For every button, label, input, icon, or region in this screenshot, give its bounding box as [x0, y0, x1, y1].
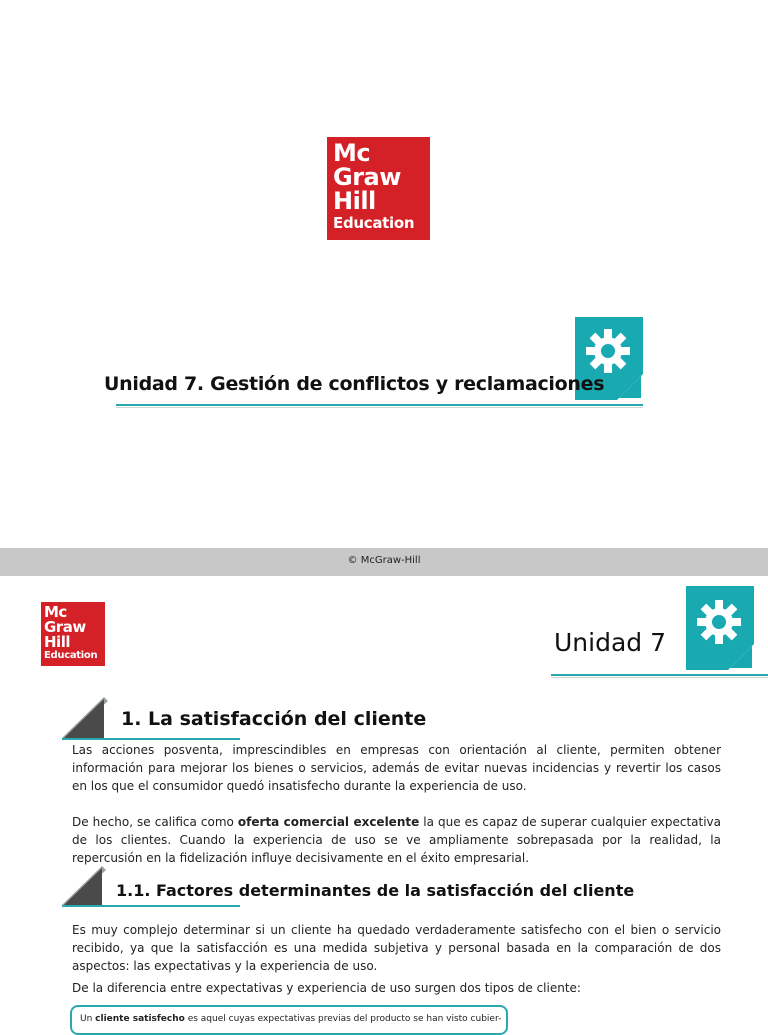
- paragraph-2-text: De hecho, se califica como: [72, 815, 238, 829]
- paragraph-3: Es muy complejo determinar si un cliente ha quedado verdaderamente satisfecho con el bien o servicio recibido, ya que la satisfacción es una medida subjetiva y personal basada en la comparación de dos aspectos: las expectativas y la experiencia de uso.: [72, 923, 721, 973]
- title-underline: [116, 404, 643, 406]
- copyright-footer: © McGraw-Hill: [347, 555, 421, 566]
- unit-label: Unidad 7: [554, 628, 666, 657]
- subsection-corner-marker: [62, 866, 108, 906]
- unit-underline-shadow: [551, 677, 768, 678]
- logo-line-3: Hill: [333, 187, 376, 215]
- title-underline-shadow: [116, 407, 643, 408]
- logo-line-4: Education: [333, 214, 415, 232]
- paragraph-2-text-end: la que es capaz de superar cualquier expectativa de los clientes. Cuando la experiencia de uso se ve ampliamente sobrepasada por la realidad, la repercusión en la fidelización influye decisivamente en el éxito empresarial.: [72, 815, 721, 865]
- paragraph-2: [72, 813, 721, 867]
- paragraph-2-bold: oferta comercial excelente: [237, 815, 420, 829]
- logo-line-3: Hill: [44, 633, 70, 651]
- mcgraw-hill-logo-large: [327, 137, 430, 240]
- section-underline: [62, 738, 240, 740]
- mcgraw-hill-logo-small: [41, 602, 105, 666]
- paragraph-4: De la diferencia entre expectativas y experiencia de uso surgen dos tipos de cliente:: [72, 981, 581, 995]
- logo-line-2: Graw: [333, 163, 401, 191]
- callout-text-end: es aquel cuyas expectativas previas del producto se han visto cubier-: [184, 1014, 502, 1024]
- callout-text: Un: [80, 1014, 96, 1024]
- section-corner-marker: [62, 697, 110, 739]
- paragraph-1: Las acciones posventa, imprescindibles en empresas con orientación al cliente, permiten obtener información para mejorar los bienes o servicios, además de evitar nuevas incidencias y revertir los casos en los que el consumidor quedó insatisfecho durante la experiencia de uso.: [72, 743, 721, 793]
- subsection-underline: [62, 905, 240, 907]
- unit-underline: [551, 674, 768, 676]
- subsection-title: 1.1. Factores determinantes de la satisfacción del cliente: [116, 881, 635, 900]
- gear-document-icon: [686, 586, 754, 670]
- logo-line-2: Graw: [44, 618, 86, 636]
- slide-title: Unidad 7. Gestión de conflictos y reclamaciones: [104, 373, 605, 395]
- client-definition-callout: [70, 1005, 508, 1035]
- callout-bold: cliente satisfecho: [95, 1014, 185, 1024]
- logo-line-4: Education: [44, 650, 98, 661]
- logo-line-1: Mc: [333, 139, 371, 167]
- section-title: 1. La satisfacción del cliente: [121, 708, 427, 730]
- logo-line-1: Mc: [44, 603, 67, 621]
- gear-icon: [686, 586, 754, 670]
